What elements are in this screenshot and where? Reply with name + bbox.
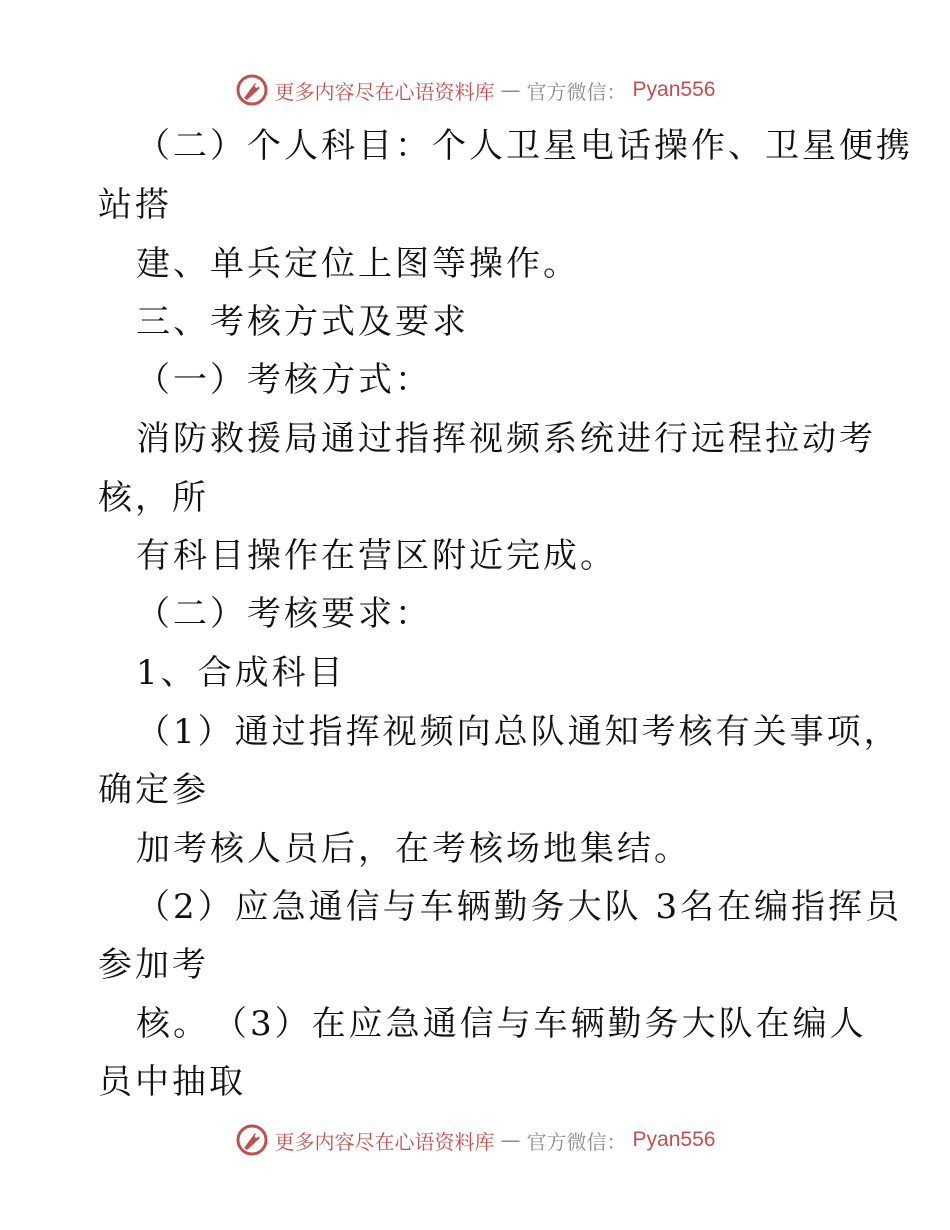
subsection-heading: （二）考核要求： (136, 594, 432, 634)
body-line: （2）应急通信与车辆勤务大队 3名在编指挥员 (136, 887, 903, 927)
body-line: 参加考 (98, 945, 209, 985)
body-line: 核。 （3）在应急通信与车辆勤务大队在编人 (136, 1004, 867, 1044)
pen-nib-logo-icon (235, 1123, 269, 1157)
body-line: （1）通过指挥视频向总队通知考核有关事项， (136, 712, 901, 752)
watermark-official-label: 官方微信： (526, 1129, 627, 1154)
body-line: 消防救援局通过指挥视频系统进行远程拉动考 (136, 419, 876, 459)
watermark-separator: — (500, 78, 521, 102)
watermark-separator: — (500, 1128, 521, 1152)
body-line: 站搭 (98, 185, 172, 225)
watermark-site-text: 更多内容尽在心语资料库 (274, 1129, 495, 1154)
watermark-official-label: 官方微信： (526, 79, 627, 104)
body-line: 员中抽取 (98, 1062, 246, 1102)
body-line: 加考核人员后，在考核场地集结。 (136, 829, 691, 869)
body-line: （二）个人科目：个人卫星电话操作、卫星便携 (136, 126, 913, 166)
watermark-wechat-id: Pyan556 (632, 1128, 716, 1151)
body-line: 有科目操作在营区附近完成。 (136, 536, 617, 576)
section-heading: 三、考核方式及要求 (136, 302, 469, 342)
watermark-wechat-id: Pyan556 (632, 78, 716, 101)
body-line: 建、单兵定位上图等操作。 (136, 244, 580, 284)
footer-watermark (0, 1120, 950, 1160)
watermark-site-text: 更多内容尽在心语资料库 (274, 79, 495, 104)
body-line: 核，所 (98, 478, 209, 518)
item-heading: 1、合成科目 (136, 653, 346, 693)
body-line: 确定参 (98, 770, 209, 810)
subsection-heading: （一）考核方式： (136, 360, 432, 400)
